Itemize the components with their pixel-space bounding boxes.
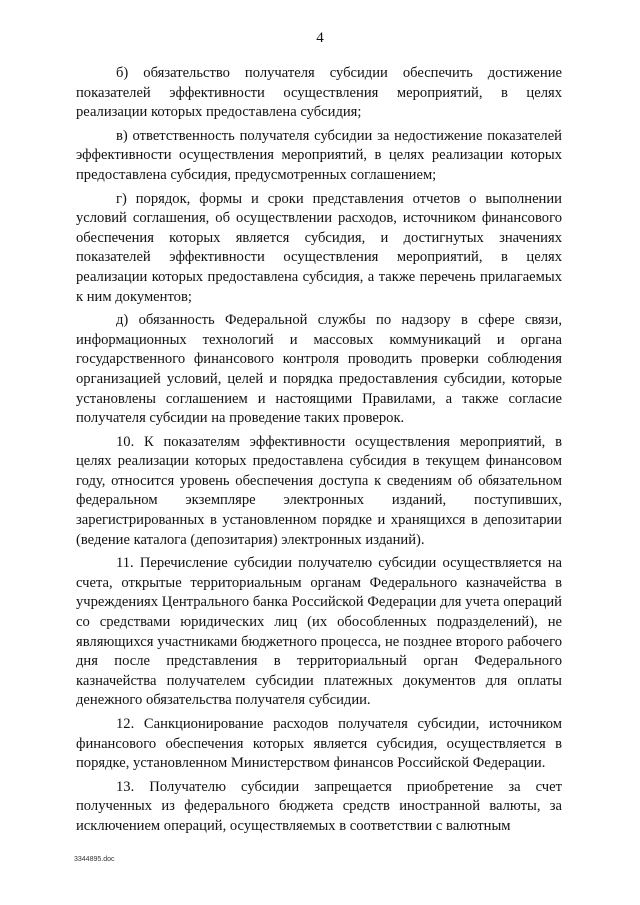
paragraph-d: д) обязанность Федеральной службы по надзору в сфере связи, информационных технологий и массовых коммуникаций и органа государственного финансового контроля проводить проверки соблюдения организацией условий, целей и порядка предоставления субсидии, которые установлены соглашением и настоящими Правилами, а также согласие получателя субсидии на проведение таких проверок. [76, 312, 562, 427]
paragraph-v: в) ответственность получателя субсидии за недостижение показателей эффективности осуществления мероприятий, в целях реализации которых предоставлена субсидия, предусмотренных соглашением; [76, 127, 562, 183]
document-body [76, 64, 562, 841]
paragraph-g: г) порядок, формы и сроки представления отчетов о выполнении условий соглашения, об осуществлении расходов, источником финансового обеспечения которых является субсидия, и достигнутых значениях показателей эффективности осуществления мероприятий, в целях реализации которых предоставлена субсидия, а также перечень прилагаемых к ним документов; [76, 190, 562, 305]
paragraph-10: 10. К показателям эффективности осуществления мероприятий, в целях реализации которых предоставлена субсидия в текущем финансовом году, относится уровень обеспечения доступа к сведениям об обязательном федеральном экземпляре электронных изданий, поступивших, зарегистрированных в установленном порядке и хранящихся в депозитарии (ведение каталога (депозитария) электронных изданий). [76, 433, 562, 548]
paragraph-11: 11. Перечисление субсидии получателю субсидии осуществляется на счета, открытые территориальным органам Федерального казначейства в учреждениях Центрального банка Российской Федерации для учета операций со средствами юридических лиц (их обособленных подразделений), не являющихся участниками бюджетного процесса, не позднее второго рабочего дня после представления в территориальный орган Федерального казначейства получателем субсидии платежных документов для оплаты денежного обязательства получателя субсидии. [76, 555, 562, 709]
page-number: 4 [316, 30, 324, 46]
paragraph-12: 12. Санкционирование расходов получателя субсидии, источником финансового обеспечения которых является субсидия, осуществляется в порядке, установленном Министерством финансов Российской Федерации. [76, 716, 562, 772]
paragraph-13: 13. Получателю субсидии запрещается приобретение за счет полученных из федерального бюджета средств иностранной валюты, за исключением операций, осуществляемых в соответствии с валютным [76, 778, 562, 834]
paragraph-b: б) обязательство получателя субсидии обеспечить достижение показателей эффективности осуществления мероприятий, в целях реализации которых предоставлена субсидия; [76, 65, 562, 121]
footer-file-name: 3344895.doc [74, 856, 115, 863]
